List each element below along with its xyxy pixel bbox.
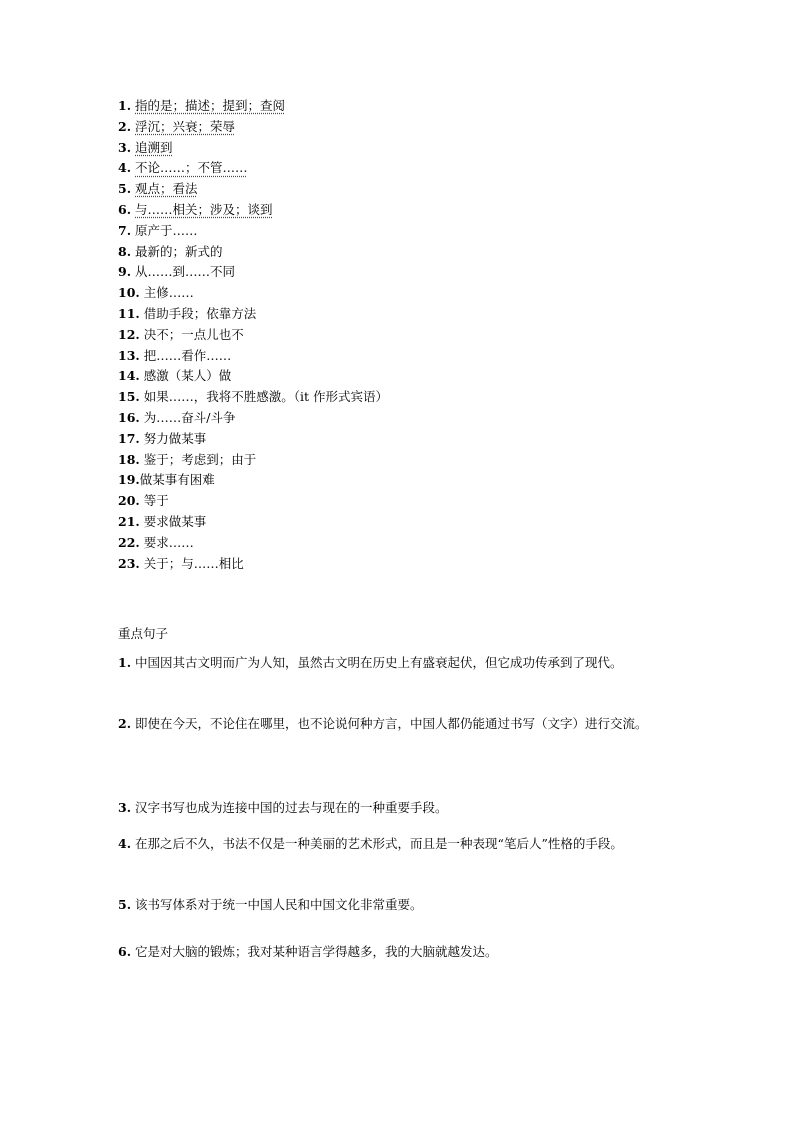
vocab-number: 4. [118, 160, 132, 176]
vocab-text: 鉴于；考虑到；由于 [143, 451, 257, 467]
vocab-item [118, 138, 388, 159]
vocab-text: 借助手段；依靠方法 [143, 305, 257, 321]
key-sentence [118, 832, 680, 856]
vocab-number: 5. [118, 181, 132, 197]
vocabulary-list [118, 96, 388, 574]
sentence-text: 在那之后不久，书法不仅是一种美丽的艺术形式，而且是一种表现“笔后人”性格的手段。 [135, 836, 623, 851]
vocab-item [118, 470, 388, 491]
vocab-item [118, 200, 388, 221]
vocab-number: 9. [118, 264, 132, 280]
vocab-number: 15. [118, 389, 140, 405]
vocab-item [118, 117, 388, 138]
vocab-item [118, 450, 388, 471]
vocab-number: 22. [118, 534, 140, 550]
vocab-text: 感激（某人）做 [143, 368, 232, 384]
vocab-text: 要求做某事 [143, 513, 207, 529]
vocab-item [118, 491, 388, 512]
vocab-number: 11. [118, 305, 140, 321]
vocab-number: 6. [118, 201, 132, 217]
vocab-text: 浮沉；兴衰；荣辱 [135, 118, 236, 134]
vocab-number: 20. [118, 493, 140, 509]
vocab-item [118, 408, 388, 429]
vocab-text: 努力做某事 [143, 430, 207, 446]
vocab-item [118, 221, 388, 242]
vocab-text: 最新的；新式的 [135, 243, 223, 259]
vocab-number: 23. [118, 555, 140, 571]
sentence-number: 3. [118, 800, 132, 815]
vocab-text: 原产于…… [135, 222, 198, 238]
vocab-item [118, 304, 388, 325]
vocab-item [118, 533, 388, 554]
vocab-text: 追溯到 [135, 139, 173, 155]
vocab-number: 14. [118, 368, 140, 384]
vocab-item [118, 429, 388, 450]
vocab-number: 21. [118, 513, 140, 529]
vocab-number: 3. [118, 139, 132, 155]
vocab-item [118, 554, 388, 575]
vocab-item [118, 158, 388, 179]
vocab-text: 主修…… [143, 285, 194, 301]
vocab-item [118, 387, 388, 408]
vocab-item [118, 346, 388, 367]
vocab-item [118, 283, 388, 304]
vocab-number: 19. [118, 472, 140, 488]
key-sentence [118, 712, 680, 736]
vocab-item [118, 512, 388, 533]
sentence-text: 它是对大脑的锻炼；我对某种语言学得越多，我的大脑就越发达。 [135, 944, 498, 959]
vocab-text: 做某事有困难 [139, 472, 215, 488]
vocab-text: 为……奋斗/斗争 [143, 409, 236, 425]
vocab-number: 12. [118, 326, 140, 342]
sentence-number: 4. [118, 836, 132, 851]
sentence-text: 汉字书写也成为连接中国的过去与现在的一种重要手段。 [135, 800, 448, 815]
sentence-number: 6. [118, 944, 132, 959]
section-title: 重点句子 [118, 626, 169, 641]
key-sentence [118, 940, 680, 964]
vocab-text: 要求…… [143, 534, 194, 550]
vocab-text: 把……看作…… [143, 347, 232, 363]
vocab-number: 2. [118, 118, 132, 134]
vocab-number: 10. [118, 285, 140, 301]
vocab-number: 18. [118, 451, 140, 467]
sentence-number: 2. [118, 716, 132, 731]
sentence-text: 中国因其古文明而广为人知，虽然古文明在历史上有盛衰起伏，但它成功传承到了现代。 [135, 655, 623, 670]
vocab-number: 17. [118, 430, 140, 446]
vocab-number: 7. [118, 222, 132, 238]
vocab-text: 指的是；描述；提到；查阅 [135, 98, 286, 113]
vocab-item [118, 325, 388, 346]
vocab-number: 13. [118, 347, 140, 363]
key-sentence [118, 796, 680, 820]
vocab-item [118, 96, 388, 117]
vocab-text: 决不；一点儿也不 [143, 326, 244, 342]
key-sentence [118, 893, 680, 917]
vocab-number: 16. [118, 409, 140, 425]
vocab-text: 观点；看法 [135, 181, 198, 197]
sentence-text: 即使在今天，不论住在哪里，也不论说何种方言，中国人都仍能通过书写（文字）进行交流。 [135, 716, 648, 731]
key-sentence [118, 651, 680, 675]
vocab-item [118, 179, 388, 200]
vocab-text: 从……到……不同 [135, 264, 236, 280]
vocab-item [118, 262, 388, 283]
vocab-text: 如果……，我将不胜感激。（it 作形式宾语） [143, 389, 388, 405]
sentence-number: 1. [118, 655, 132, 670]
vocab-text: 关于；与……相比 [143, 555, 244, 571]
sentence-number: 5. [118, 897, 132, 912]
vocab-number: 8. [118, 243, 132, 259]
vocab-item [118, 366, 388, 387]
vocab-number: 1. [118, 98, 132, 113]
vocab-item [118, 242, 388, 263]
vocab-text: 与……相关；涉及；谈到 [135, 201, 273, 217]
sentence-text: 该书写体系对于统一中国人民和中国文化非常重要。 [135, 897, 423, 912]
vocab-text: 等于 [143, 493, 169, 509]
vocab-text: 不论……；不管…… [135, 160, 248, 176]
